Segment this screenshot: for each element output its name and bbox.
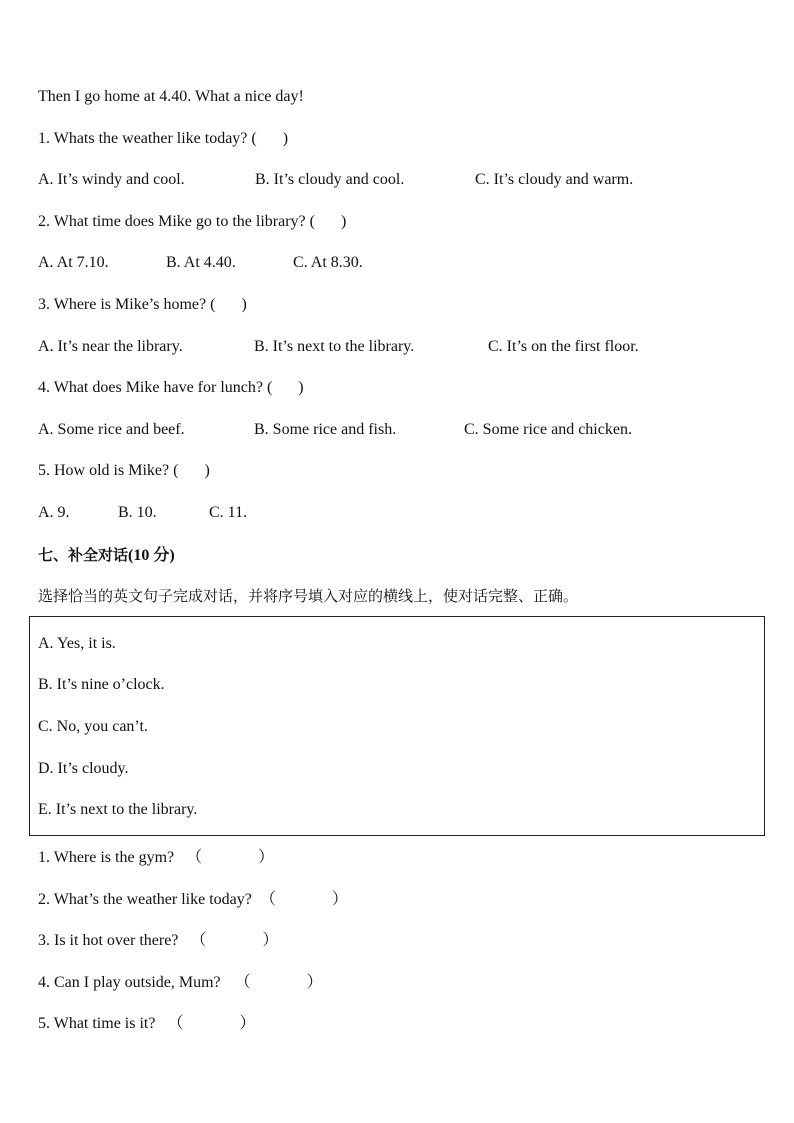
question-2-options: [38, 253, 363, 273]
question-stem: 4. What does Mike have for lunch? (: [38, 379, 273, 396]
question-close: ): [340, 213, 347, 230]
option-c: C. It’s cloudy and warm.: [475, 171, 634, 188]
question-4-options: [38, 420, 632, 440]
option-a: A. 9.: [38, 504, 70, 521]
question-4: [38, 378, 304, 398]
question-stem: 2. What time does Mike go to the library? (: [38, 213, 315, 230]
question-2: [38, 212, 346, 232]
paren-open: （: [259, 891, 276, 908]
paren-open: （: [186, 849, 203, 866]
option-a: A. It’s near the library.: [38, 338, 183, 355]
option-c: C. Some rice and chicken.: [464, 421, 632, 438]
option-a: A. At 7.10.: [38, 254, 109, 271]
question-1-options: [38, 170, 633, 190]
choice-b: B. It’s nine o’clock.: [38, 676, 165, 693]
dialogue-line-1: [38, 848, 274, 868]
option-b: B. At 4.40.: [166, 254, 236, 271]
section-heading-title: 七、补全对话: [38, 546, 129, 564]
paren-open: （: [190, 932, 207, 949]
question-5-options: [38, 503, 247, 523]
question-close: ): [282, 130, 289, 147]
dialogue-line-4: [38, 973, 323, 993]
paren-close: ）: [239, 1015, 256, 1032]
paren-close: ）: [306, 974, 323, 991]
dialogue-question: 1. Where is the gym?: [38, 849, 175, 866]
option-a: A. It’s windy and cool.: [38, 171, 185, 188]
question-1: [38, 129, 288, 149]
option-a: A. Some rice and beef.: [38, 421, 185, 438]
question-stem: 5. How old is Mike? (: [38, 462, 179, 479]
dialogue-question: 3. Is it hot over there?: [38, 932, 179, 949]
intro-line: Then I go home at 4.40. What a nice day!: [38, 88, 304, 105]
choices-box: [29, 616, 765, 836]
section-instruction: 选择恰当的英文句子完成对话，并将序号填入对应的横线上，使对话完整、正确。: [38, 587, 579, 605]
option-b: B. 10.: [118, 504, 157, 521]
option-c: C. 11.: [209, 504, 248, 521]
paren-close: ）: [258, 849, 275, 866]
question-stem: 1. Whats the weather like today? (: [38, 130, 257, 147]
paren-open: （: [234, 974, 251, 991]
paren-close: ）: [331, 891, 348, 908]
option-c: C. At 8.30.: [293, 254, 363, 271]
choice-a: A. Yes, it is.: [38, 635, 116, 652]
section-heading-score: (10 分): [128, 547, 175, 564]
choice-e: E. It’s next to the library.: [38, 801, 198, 818]
section-heading: [38, 545, 175, 566]
option-c: C. It’s on the first floor.: [488, 338, 639, 355]
paren-close: ）: [262, 932, 279, 949]
option-b: B. It’s cloudy and cool.: [255, 171, 405, 188]
dialogue-question: 2. What’s the weather like today?: [38, 891, 252, 908]
dialogue-question: 4. Can I play outside, Mum?: [38, 974, 221, 991]
choice-c: C. No, you can’t.: [38, 718, 148, 735]
option-b: B. It’s next to the library.: [254, 338, 415, 355]
question-5: [38, 461, 210, 481]
paren-open: （: [167, 1015, 184, 1032]
question-3-options: [38, 337, 639, 357]
dialogue-line-3: [38, 931, 278, 951]
question-close: ): [298, 379, 304, 396]
question-stem: 3. Where is Mike’s home? (: [38, 296, 216, 313]
dialogue-line-5: [38, 1014, 256, 1034]
option-b: B. Some rice and fish.: [254, 421, 397, 438]
dialogue-question: 5. What time is it?: [38, 1015, 156, 1032]
question-close: ): [204, 462, 210, 479]
question-3: [38, 295, 247, 315]
choice-d: D. It’s cloudy.: [38, 760, 129, 777]
question-close: ): [241, 296, 247, 313]
dialogue-line-2: [38, 890, 348, 910]
